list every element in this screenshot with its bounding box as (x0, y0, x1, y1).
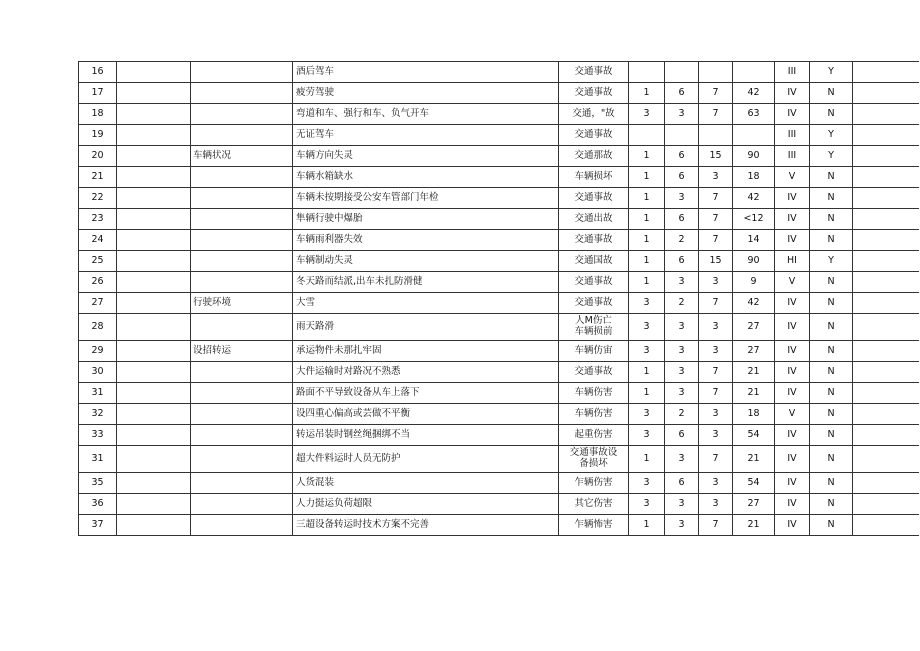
subcategory-cell (191, 383, 293, 404)
exposure-cell: 6 (665, 425, 699, 446)
risk-score-cell: 63 (733, 104, 775, 125)
accident-type-cell: 起重伤害 (559, 425, 629, 446)
subcategory-cell: 车辆状况 (191, 146, 293, 167)
table-row (79, 404, 919, 425)
risk-score-cell: 21 (733, 362, 775, 383)
category-cell (117, 104, 191, 125)
risk-level-cell: HI (775, 251, 810, 272)
risk-score-cell: 9 (733, 272, 775, 293)
risk-level-cell: III (775, 146, 810, 167)
likelihood-cell: 1 (629, 446, 665, 473)
accident-type-cell: 人M伤亡 车辆损前 (559, 314, 629, 341)
consequence-cell: 3 (699, 404, 733, 425)
risk-score-cell: 21 (733, 515, 775, 536)
likelihood-cell: 3 (629, 425, 665, 446)
consequence-cell: 7 (699, 230, 733, 251)
risk-score-cell: 54 (733, 425, 775, 446)
accident-type-cell: 交通事故 (559, 362, 629, 383)
likelihood-cell: 1 (629, 362, 665, 383)
accident-type-cell: 交通事故设 备损坏 (559, 446, 629, 473)
blank-cell (853, 83, 919, 104)
accident-type-cell: 交通事故 (559, 125, 629, 146)
exposure-cell: 3 (665, 272, 699, 293)
risk-score-cell: 21 (733, 383, 775, 404)
exposure-cell: 3 (665, 446, 699, 473)
blank-cell (853, 62, 919, 83)
accident-type-cell: 交通事故 (559, 83, 629, 104)
subcategory-cell (191, 62, 293, 83)
consequence-cell: 3 (699, 167, 733, 188)
accident-type-cell: 乍辆伤害 (559, 473, 629, 494)
consequence-cell (699, 125, 733, 146)
significant-flag-cell: N (810, 473, 853, 494)
significant-flag-cell: N (810, 272, 853, 293)
significant-flag-cell: Y (810, 146, 853, 167)
hazard-cell: 设四重心偏高或芸做不平衡 (293, 404, 559, 425)
table-row (79, 494, 919, 515)
consequence-cell: 7 (699, 209, 733, 230)
table-row (79, 146, 919, 167)
subcategory-cell (191, 188, 293, 209)
hazard-cell: 路面不平导致设备从车上落下 (293, 383, 559, 404)
likelihood-cell: 1 (629, 383, 665, 404)
likelihood-cell: 3 (629, 293, 665, 314)
row-number: 37 (79, 515, 117, 536)
subcategory-cell (191, 209, 293, 230)
risk-level-cell: IV (775, 188, 810, 209)
category-cell (117, 314, 191, 341)
risk-level-cell: IV (775, 83, 810, 104)
table-row (79, 83, 919, 104)
risk-score-cell: 42 (733, 293, 775, 314)
hazard-cell: 超大件料运时人员无防护 (293, 446, 559, 473)
significant-flag-cell: N (810, 341, 853, 362)
significant-flag-cell: Y (810, 62, 853, 83)
accident-type-cell: 交通事故 (559, 272, 629, 293)
row-number: 18 (79, 104, 117, 125)
accident-type-cell: 车辆仿宙 (559, 341, 629, 362)
likelihood-cell: 3 (629, 341, 665, 362)
consequence-cell (699, 62, 733, 83)
subcategory-cell (191, 251, 293, 272)
risk-level-cell: IV (775, 425, 810, 446)
row-number: 26 (79, 272, 117, 293)
category-cell (117, 293, 191, 314)
significant-flag-cell: N (810, 83, 853, 104)
risk-score-cell: 42 (733, 83, 775, 104)
risk-score-cell (733, 125, 775, 146)
risk-score-cell: 14 (733, 230, 775, 251)
risk-level-cell: IV (775, 515, 810, 536)
row-number: 27 (79, 293, 117, 314)
row-number: 30 (79, 362, 117, 383)
subcategory-cell (191, 446, 293, 473)
exposure-cell: 6 (665, 146, 699, 167)
subcategory-cell (191, 167, 293, 188)
significant-flag-cell: Y (810, 125, 853, 146)
risk-level-cell: V (775, 404, 810, 425)
hazard-assessment-table (78, 61, 919, 536)
consequence-cell: 7 (699, 83, 733, 104)
blank-cell (853, 125, 919, 146)
risk-score-cell: 18 (733, 167, 775, 188)
category-cell (117, 83, 191, 104)
accident-type-cell: 乍辆怖害 (559, 515, 629, 536)
exposure-cell: 3 (665, 188, 699, 209)
accident-type-cell: 交通国故 (559, 251, 629, 272)
subcategory-cell (191, 515, 293, 536)
category-cell (117, 425, 191, 446)
accident-type-cell: 车辆损坏 (559, 167, 629, 188)
significant-flag-cell: N (810, 314, 853, 341)
exposure-cell: 6 (665, 251, 699, 272)
category-cell (117, 188, 191, 209)
blank-cell (853, 272, 919, 293)
risk-level-cell: IV (775, 314, 810, 341)
blank-cell (853, 446, 919, 473)
significant-flag-cell: N (810, 515, 853, 536)
exposure-cell: 3 (665, 104, 699, 125)
subcategory-cell (191, 494, 293, 515)
blank-cell (853, 104, 919, 125)
blank-cell (853, 473, 919, 494)
likelihood-cell: 1 (629, 146, 665, 167)
blank-cell (853, 362, 919, 383)
likelihood-cell: 1 (629, 251, 665, 272)
hazard-cell: 车辆未按期接受公安车管部门年检 (293, 188, 559, 209)
risk-level-cell: IV (775, 446, 810, 473)
likelihood-cell: 1 (629, 230, 665, 251)
consequence-cell: 15 (699, 251, 733, 272)
hazard-cell: 承运物件未那扎牢固 (293, 341, 559, 362)
risk-score-cell: <12 (733, 209, 775, 230)
blank-cell (853, 251, 919, 272)
subcategory-cell (191, 404, 293, 425)
likelihood-cell: 1 (629, 515, 665, 536)
hazard-cell: 大雪 (293, 293, 559, 314)
significant-flag-cell: N (810, 362, 853, 383)
row-number: 32 (79, 404, 117, 425)
row-number: 23 (79, 209, 117, 230)
row-number: 20 (79, 146, 117, 167)
table-row (79, 515, 919, 536)
blank-cell (853, 188, 919, 209)
subcategory-cell (191, 425, 293, 446)
risk-level-cell: IV (775, 473, 810, 494)
blank-cell (853, 425, 919, 446)
subcategory-cell (191, 314, 293, 341)
significant-flag-cell: N (810, 209, 853, 230)
significant-flag-cell: N (810, 104, 853, 125)
category-cell (117, 230, 191, 251)
subcategory-cell (191, 473, 293, 494)
accident-type-cell: 交通事故 (559, 230, 629, 251)
risk-level-cell: IV (775, 383, 810, 404)
table-body (79, 62, 919, 536)
accident-type-cell: 交通出故 (559, 209, 629, 230)
subcategory-cell (191, 125, 293, 146)
likelihood-cell: 3 (629, 473, 665, 494)
table-row (79, 272, 919, 293)
hazard-cell: 大件运输时对路况不熟悉 (293, 362, 559, 383)
hazard-cell: 转运吊装时钢丝绳捆绑不当 (293, 425, 559, 446)
risk-level-cell: IV (775, 209, 810, 230)
subcategory-cell (191, 230, 293, 251)
row-number: 21 (79, 167, 117, 188)
risk-score-cell: 27 (733, 341, 775, 362)
exposure-cell: 2 (665, 230, 699, 251)
hazard-cell: 人货混装 (293, 473, 559, 494)
consequence-cell: 7 (699, 446, 733, 473)
category-cell (117, 362, 191, 383)
hazard-cell: 车辆方向失灵 (293, 146, 559, 167)
risk-level-cell: IV (775, 341, 810, 362)
consequence-cell: 7 (699, 104, 733, 125)
row-number: 31 (79, 383, 117, 404)
likelihood-cell: 3 (629, 314, 665, 341)
blank-cell (853, 230, 919, 251)
consequence-cell: 3 (699, 473, 733, 494)
row-number: 19 (79, 125, 117, 146)
hazard-cell: 疲劳驾驶 (293, 83, 559, 104)
row-number: 25 (79, 251, 117, 272)
significant-flag-cell: N (810, 167, 853, 188)
likelihood-cell: 1 (629, 188, 665, 209)
risk-level-cell: IV (775, 494, 810, 515)
consequence-cell: 7 (699, 293, 733, 314)
risk-level-cell: IV (775, 230, 810, 251)
category-cell (117, 473, 191, 494)
category-cell (117, 167, 191, 188)
consequence-cell: 3 (699, 272, 733, 293)
consequence-cell: 3 (699, 314, 733, 341)
exposure-cell: 3 (665, 341, 699, 362)
accident-type-cell: 其它伤害 (559, 494, 629, 515)
risk-score-cell: 90 (733, 146, 775, 167)
exposure-cell: 6 (665, 473, 699, 494)
category-cell (117, 125, 191, 146)
category-cell (117, 494, 191, 515)
subcategory-cell (191, 272, 293, 293)
blank-cell (853, 383, 919, 404)
consequence-cell: 15 (699, 146, 733, 167)
row-number: 24 (79, 230, 117, 251)
row-number: 22 (79, 188, 117, 209)
subcategory-cell (191, 104, 293, 125)
blank-cell (853, 167, 919, 188)
significant-flag-cell: N (810, 425, 853, 446)
table-row (79, 293, 919, 314)
hazard-cell: 隼辆行驶中爆胎 (293, 209, 559, 230)
accident-type-cell: 交通，"故 (559, 104, 629, 125)
significant-flag-cell: N (810, 383, 853, 404)
accident-type-cell: 交通那故 (559, 146, 629, 167)
row-number: 33 (79, 425, 117, 446)
accident-type-cell: 车辆伤害 (559, 383, 629, 404)
consequence-cell: 7 (699, 515, 733, 536)
risk-score-cell: 54 (733, 473, 775, 494)
risk-level-cell: III (775, 125, 810, 146)
significant-flag-cell: N (810, 404, 853, 425)
blank-cell (853, 209, 919, 230)
table-row (79, 341, 919, 362)
category-cell (117, 383, 191, 404)
blank-cell (853, 293, 919, 314)
exposure-cell: 3 (665, 383, 699, 404)
table-row (79, 104, 919, 125)
subcategory-cell (191, 83, 293, 104)
exposure-cell: 6 (665, 83, 699, 104)
exposure-cell (665, 125, 699, 146)
hazard-cell: 无证驾车 (293, 125, 559, 146)
exposure-cell: 3 (665, 362, 699, 383)
risk-level-cell: IV (775, 362, 810, 383)
consequence-cell: 3 (699, 494, 733, 515)
exposure-cell: 3 (665, 494, 699, 515)
likelihood-cell: 3 (629, 494, 665, 515)
significant-flag-cell: N (810, 494, 853, 515)
table-row (79, 62, 919, 83)
hazard-cell: 人力挺运负荷超限 (293, 494, 559, 515)
risk-score-cell: 42 (733, 188, 775, 209)
hazard-cell: 三超设备转运时技术方案不完善 (293, 515, 559, 536)
blank-cell (853, 404, 919, 425)
blank-cell (853, 494, 919, 515)
risk-score-cell: 18 (733, 404, 775, 425)
row-number: 16 (79, 62, 117, 83)
table-row (79, 446, 919, 473)
likelihood-cell: 1 (629, 167, 665, 188)
exposure-cell: 2 (665, 404, 699, 425)
likelihood-cell: 3 (629, 104, 665, 125)
row-number: 28 (79, 314, 117, 341)
hazard-cell: 雨天路滑 (293, 314, 559, 341)
risk-score-cell: 27 (733, 494, 775, 515)
category-cell (117, 272, 191, 293)
hazard-cell: 车辆水箱缺水 (293, 167, 559, 188)
hazard-cell: 车辆制动失灵 (293, 251, 559, 272)
row-number: 17 (79, 83, 117, 104)
risk-level-cell: V (775, 272, 810, 293)
likelihood-cell: 3 (629, 404, 665, 425)
row-number: 31 (79, 446, 117, 473)
risk-level-cell: III (775, 62, 810, 83)
likelihood-cell: 1 (629, 209, 665, 230)
significant-flag-cell: Y (810, 251, 853, 272)
subcategory-cell: 设招转运 (191, 341, 293, 362)
table-row (79, 473, 919, 494)
category-cell (117, 341, 191, 362)
accident-type-cell: 交通事故 (559, 62, 629, 83)
accident-type-cell: 车辆伤害 (559, 404, 629, 425)
exposure-cell (665, 62, 699, 83)
table-row (79, 383, 919, 404)
category-cell (117, 446, 191, 473)
subcategory-cell: 行驶环境 (191, 293, 293, 314)
likelihood-cell: 1 (629, 272, 665, 293)
blank-cell (853, 314, 919, 341)
table-row (79, 125, 919, 146)
blank-cell (853, 341, 919, 362)
row-number: 35 (79, 473, 117, 494)
category-cell (117, 146, 191, 167)
accident-type-cell: 交通事故 (559, 293, 629, 314)
exposure-cell: 3 (665, 515, 699, 536)
table-row (79, 425, 919, 446)
category-cell (117, 251, 191, 272)
risk-score-cell (733, 62, 775, 83)
row-number: 29 (79, 341, 117, 362)
category-cell (117, 515, 191, 536)
table-row (79, 251, 919, 272)
hazard-cell: 冬天路而结派,出车未扎防滑健 (293, 272, 559, 293)
risk-level-cell: V (775, 167, 810, 188)
exposure-cell: 2 (665, 293, 699, 314)
risk-level-cell: IV (775, 104, 810, 125)
risk-score-cell: 27 (733, 314, 775, 341)
table-row (79, 209, 919, 230)
blank-cell (853, 146, 919, 167)
consequence-cell: 7 (699, 383, 733, 404)
significant-flag-cell: N (810, 230, 853, 251)
table-row (79, 188, 919, 209)
row-number: 36 (79, 494, 117, 515)
consequence-cell: 7 (699, 362, 733, 383)
risk-level-cell: IV (775, 293, 810, 314)
risk-score-cell: 90 (733, 251, 775, 272)
exposure-cell: 6 (665, 209, 699, 230)
hazard-cell: 弯道和车、强行和车、负气开车 (293, 104, 559, 125)
significant-flag-cell: N (810, 446, 853, 473)
subcategory-cell (191, 362, 293, 383)
table-row (79, 314, 919, 341)
table-row (79, 362, 919, 383)
accident-type-cell: 交通事故 (559, 188, 629, 209)
category-cell (117, 209, 191, 230)
likelihood-cell (629, 62, 665, 83)
exposure-cell: 3 (665, 314, 699, 341)
significant-flag-cell: N (810, 188, 853, 209)
table-row (79, 230, 919, 251)
hazard-cell: 车辆雨利器失效 (293, 230, 559, 251)
exposure-cell: 6 (665, 167, 699, 188)
table-row (79, 167, 919, 188)
likelihood-cell: 1 (629, 83, 665, 104)
category-cell (117, 404, 191, 425)
significant-flag-cell: N (810, 293, 853, 314)
consequence-cell: 3 (699, 425, 733, 446)
consequence-cell: 7 (699, 188, 733, 209)
hazard-cell: 酒后驾车 (293, 62, 559, 83)
risk-score-cell: 21 (733, 446, 775, 473)
blank-cell (853, 515, 919, 536)
likelihood-cell (629, 125, 665, 146)
consequence-cell: 3 (699, 341, 733, 362)
category-cell (117, 62, 191, 83)
